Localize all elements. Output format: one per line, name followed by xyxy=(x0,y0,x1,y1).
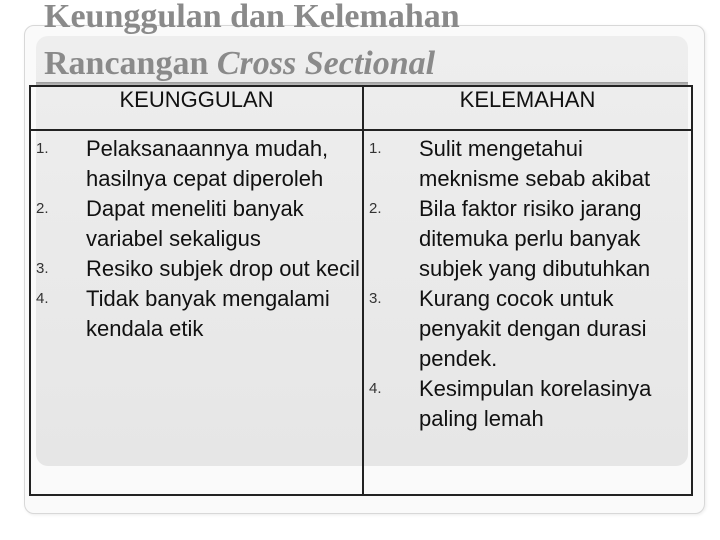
keunggulan-list xyxy=(31,131,362,344)
title-line-1: Keunggulan dan Kelemahan xyxy=(44,0,460,35)
list-item xyxy=(364,374,691,434)
item-number: 2. xyxy=(36,200,49,217)
item-number: 1. xyxy=(369,140,382,157)
comparison-table xyxy=(29,85,693,496)
list-item xyxy=(364,194,691,284)
list-item xyxy=(364,134,691,194)
kelemahan-list xyxy=(364,131,691,434)
item-text: Sulit mengetahui meknisme sebab akibat xyxy=(419,136,651,191)
list-item xyxy=(31,194,362,254)
list-item xyxy=(31,284,362,344)
item-number: 1. xyxy=(36,140,49,157)
item-text: Resiko subjek drop out kecil xyxy=(86,256,360,281)
kelemahan-cell xyxy=(363,130,692,495)
keunggulan-cell xyxy=(30,130,363,495)
list-item xyxy=(31,254,362,284)
item-number: 4. xyxy=(369,380,382,397)
table-header-row xyxy=(30,86,692,130)
item-number: 4. xyxy=(36,290,49,307)
item-text: Dapat meneliti banyak variabel sekaligus xyxy=(86,196,304,251)
header-kelemahan: KELEMAHAN xyxy=(363,86,692,130)
item-number: 3. xyxy=(36,260,49,277)
title-line-2-prefix: Rancangan xyxy=(44,45,217,82)
list-item xyxy=(364,284,691,374)
item-text: Kesimpulan korelasinya paling lemah xyxy=(419,376,652,431)
title-line-2-emphasis: Cross Sectional xyxy=(216,45,436,82)
table-body-row xyxy=(30,130,692,495)
item-text: Pelaksanaannya mudah, hasilnya cepat diperoleh xyxy=(86,136,329,191)
item-number: 2. xyxy=(369,200,382,217)
item-text: Bila faktor risiko jarang ditemuka perlu banyak subjek yang dibutuhkan xyxy=(419,196,651,281)
list-item xyxy=(31,134,362,194)
item-number: 3. xyxy=(369,290,382,307)
item-text: Tidak banyak mengalami kendala etik xyxy=(86,286,330,341)
title-line-2 xyxy=(44,44,435,84)
item-text: Kurang cocok untuk penyakit dengan durasi pendek. xyxy=(419,286,647,371)
header-keunggulan: KEUNGGULAN xyxy=(30,86,363,130)
